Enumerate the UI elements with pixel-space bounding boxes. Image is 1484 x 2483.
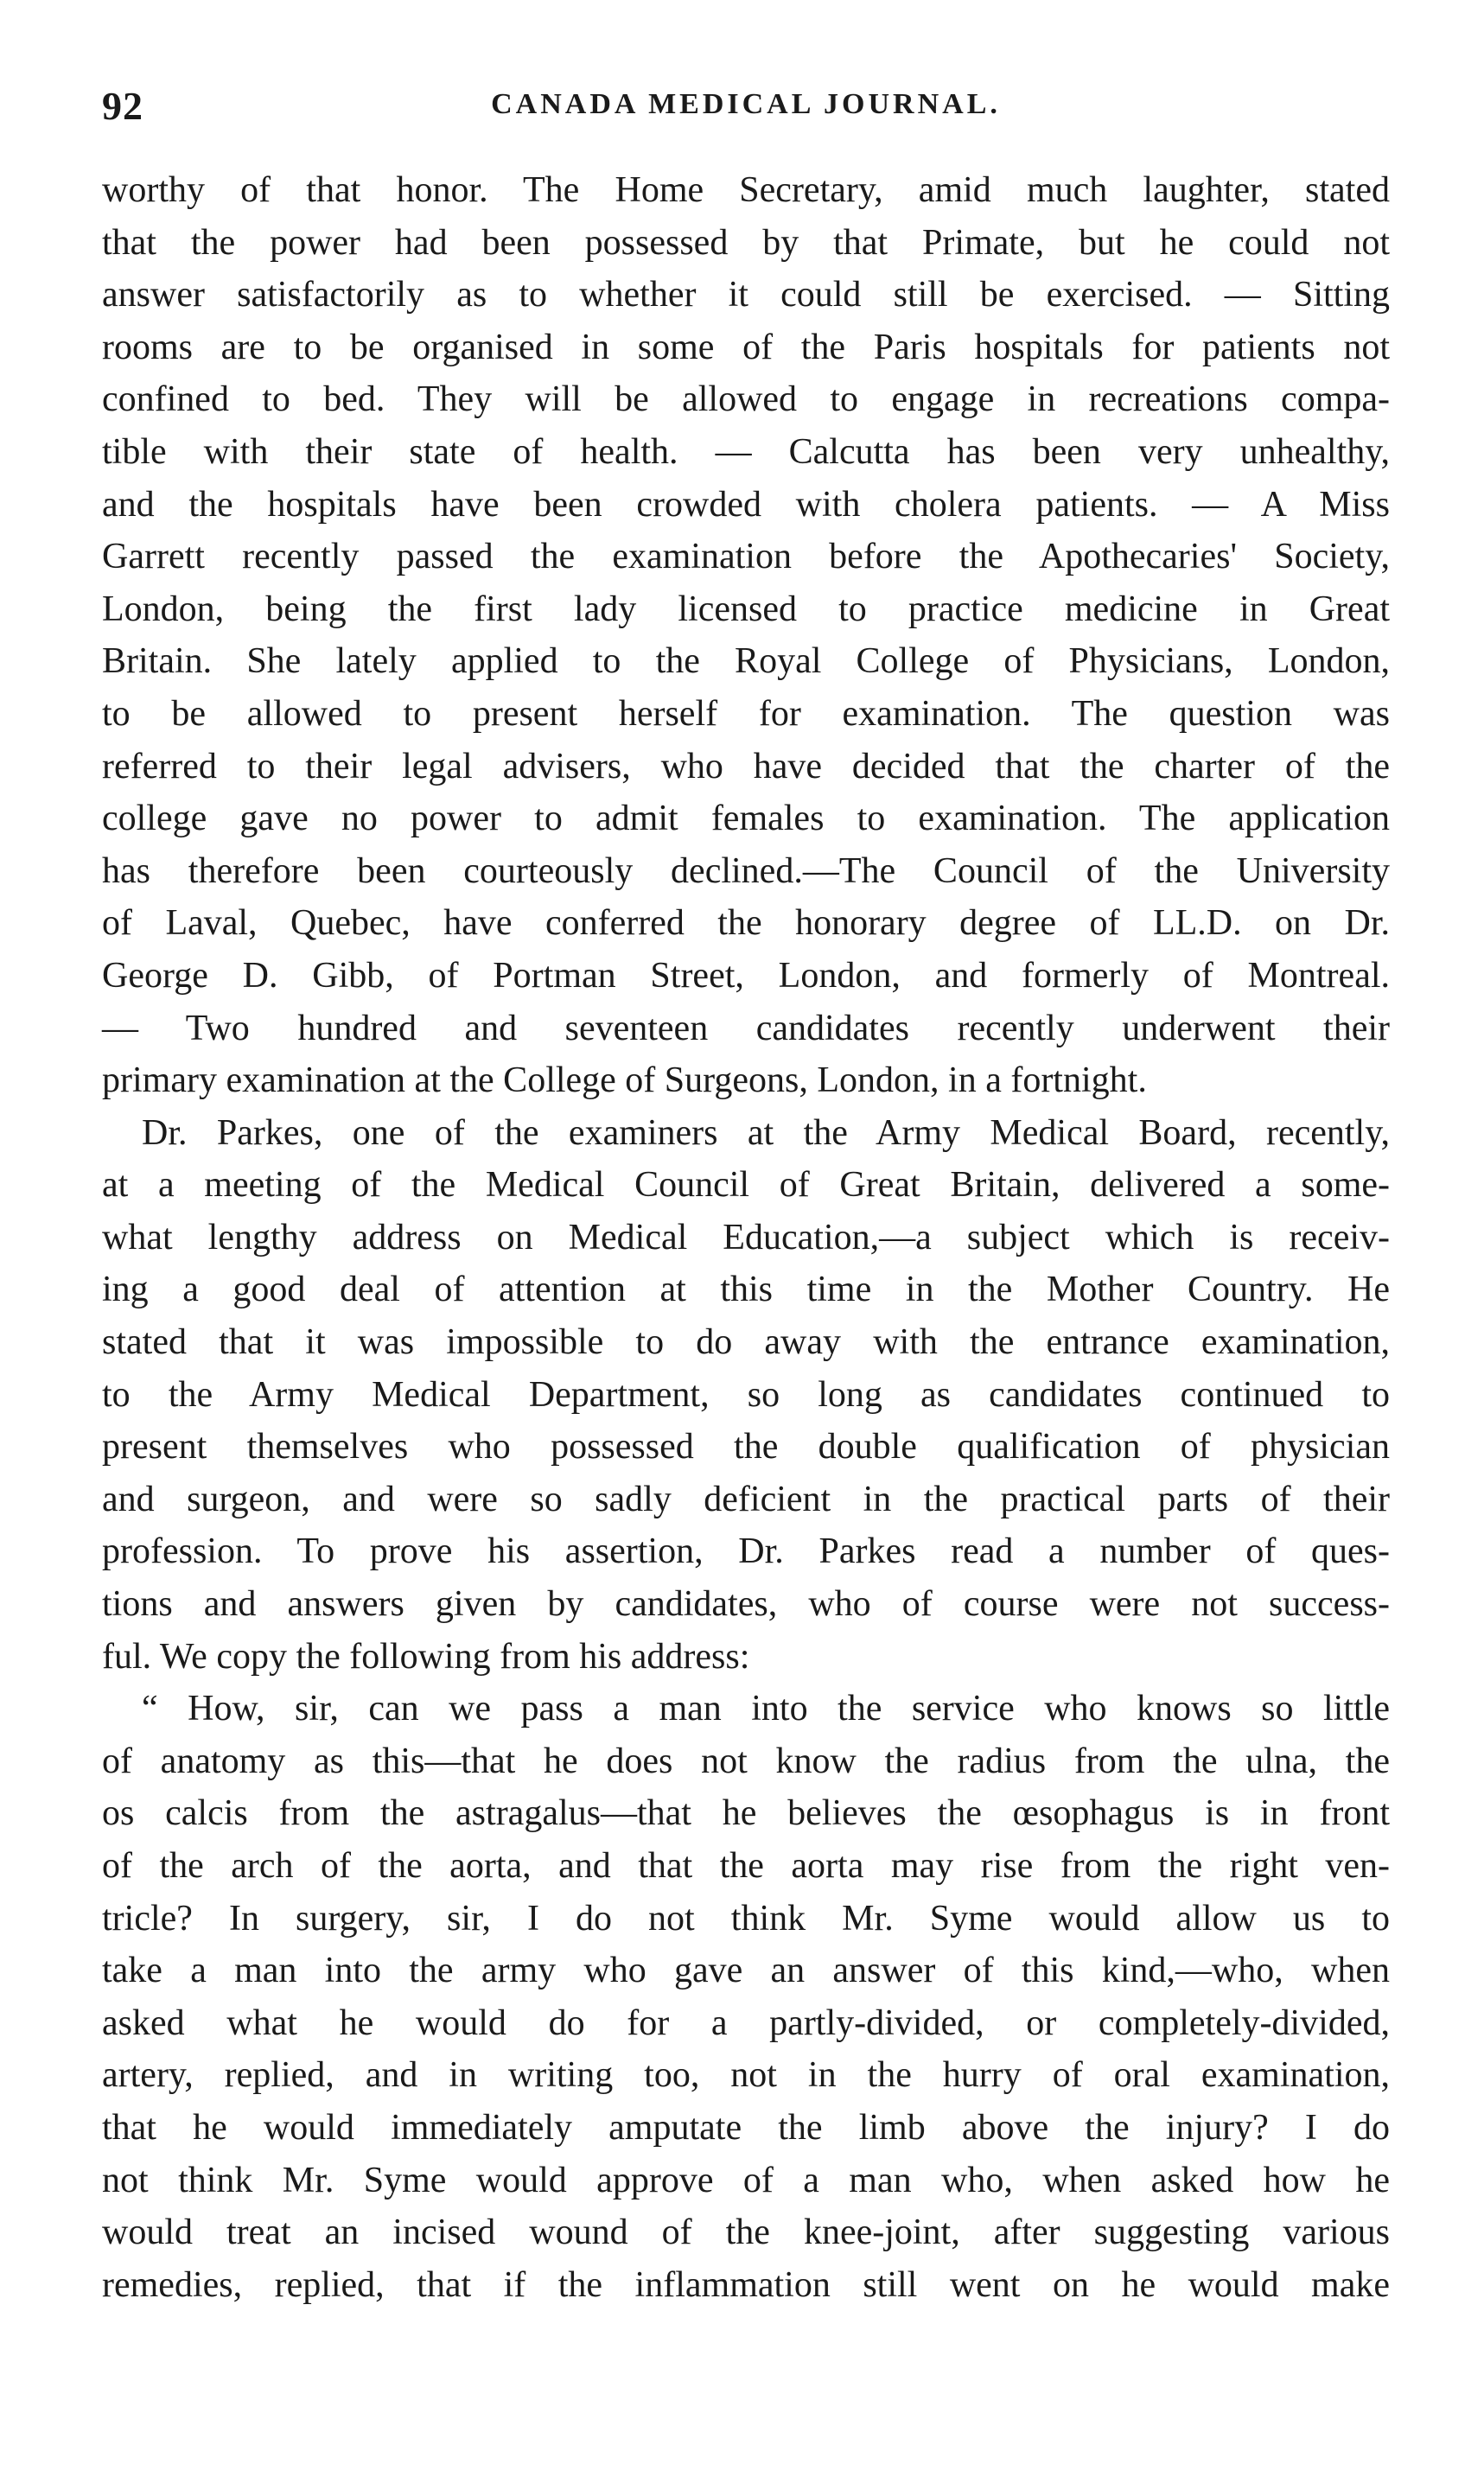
text-line: to the Army Medical Department, so long as candidates continued to: [102, 1374, 1390, 1415]
text-line: tricle? In surgery, sir, I do not think Mr. Syme would allow us to: [102, 1898, 1390, 1939]
text-line: present themselves who possessed the double qualification of physician: [102, 1427, 1390, 1468]
text-line: asked what he would do for a partly-divided, or completely-divided,: [102, 2002, 1390, 2043]
text-line: of the arch of the aorta, and that the aorta may rise from the right ven-: [102, 1846, 1390, 1886]
text-line: has therefore been courteously declined.—The Council of the University: [102, 850, 1390, 891]
running-head: [102, 83, 1390, 135]
text-line: tions and answers given by candidates, who of course were not success-: [102, 1584, 1390, 1625]
text-line: what lengthy address on Medical Education,—a subject which is receiv-: [102, 1217, 1390, 1257]
text-line: at a meeting of the Medical Council of Great Britain, delivered a some-: [102, 1165, 1390, 1206]
text-line: remedies, replied, that if the inflammation still went on he would make: [102, 2264, 1390, 2305]
page-number: 92: [102, 84, 143, 128]
text-line: os calcis from the astragalus—that he believes the œsophagus is in front: [102, 1793, 1390, 1834]
paragraph: [102, 164, 1390, 1107]
text-line: that he would immediately amputate the limb above the injury? I do: [102, 2107, 1390, 2148]
text-line: ing a good deal of attention at this time in the Mother Country. He: [102, 1270, 1390, 1310]
text-line: — Two hundred and seventeen candidates recently underwent their: [102, 1008, 1390, 1048]
text-line: not think Mr. Syme would approve of a man who, when asked how he: [102, 2160, 1390, 2200]
body-text: [102, 164, 1390, 2311]
text-line: would treat an incised wound of the knee-joint, after suggesting various: [102, 2212, 1390, 2253]
text-line: rooms are to be organised in some of the Paris hospitals for patients not: [102, 327, 1390, 367]
text-line: stated that it was impossible to do away with the entrance examination,: [102, 1322, 1390, 1363]
text-line: Britain. She lately applied to the Royal College of Physicians, London,: [102, 641, 1390, 682]
text-line: of Laval, Quebec, have conferred the honorary degree of LL.D. on Dr.: [102, 903, 1390, 944]
text-line: primary examination at the College of Surgeons, London, in a fortnight.: [102, 1060, 1147, 1101]
text-line: answer satisfactorily as to whether it could still be exercised. — Sitting: [102, 275, 1390, 315]
text-line: worthy of that honor. The Home Secretary, amid much laughter, stated: [102, 170, 1390, 210]
text-line: artery, replied, and in writing too, not in the hurry of oral examination,: [102, 2055, 1390, 2096]
text-line: of anatomy as this—that he does not know the radius from the ulna, the: [102, 1741, 1390, 1781]
paragraph: [102, 1683, 1390, 2311]
text-line: George D. Gibb, of Portman Street, London, and formerly of Montreal.: [102, 955, 1390, 996]
text-line: college gave no power to admit females to examination. The application: [102, 799, 1390, 839]
text-line: referred to their legal advisers, who have decided that the charter of the: [102, 746, 1390, 786]
text-line: take a man into the army who gave an answer of this kind,—who, when: [102, 1951, 1390, 1991]
text-line: Dr. Parkes, one of the examiners at the Army Medical Board, recently,: [142, 1112, 1390, 1153]
text-line: that the power had been possessed by that Primate, but he could not: [102, 222, 1390, 263]
paragraph: [102, 1107, 1390, 1684]
text-line: London, being the first lady licensed to practice medicine in Great: [102, 589, 1390, 629]
journal-title: CANADA MEDICAL JOURNAL.: [491, 88, 1001, 120]
text-line: tible with their state of health. — Calcutta has been very unhealthy,: [102, 431, 1390, 472]
text-line: “ How, sir, can we pass a man into the service who knows so little: [142, 1689, 1390, 1729]
text-line: and surgeon, and were so sadly deficient in the practical parts of their: [102, 1479, 1390, 1519]
text-line: Garrett recently passed the examination before the Apothecaries' Society,: [102, 537, 1390, 577]
text-line: profession. To prove his assertion, Dr. Parkes read a number of ques-: [102, 1531, 1390, 1572]
text-line: ful. We copy the following from his address:: [102, 1636, 750, 1677]
text-line: and the hospitals have been crowded with cholera patients. — A Miss: [102, 484, 1390, 525]
text-line: to be allowed to present herself for examination. The question was: [102, 693, 1390, 734]
text-line: confined to bed. They will be allowed to engage in recreations compa-: [102, 379, 1390, 420]
